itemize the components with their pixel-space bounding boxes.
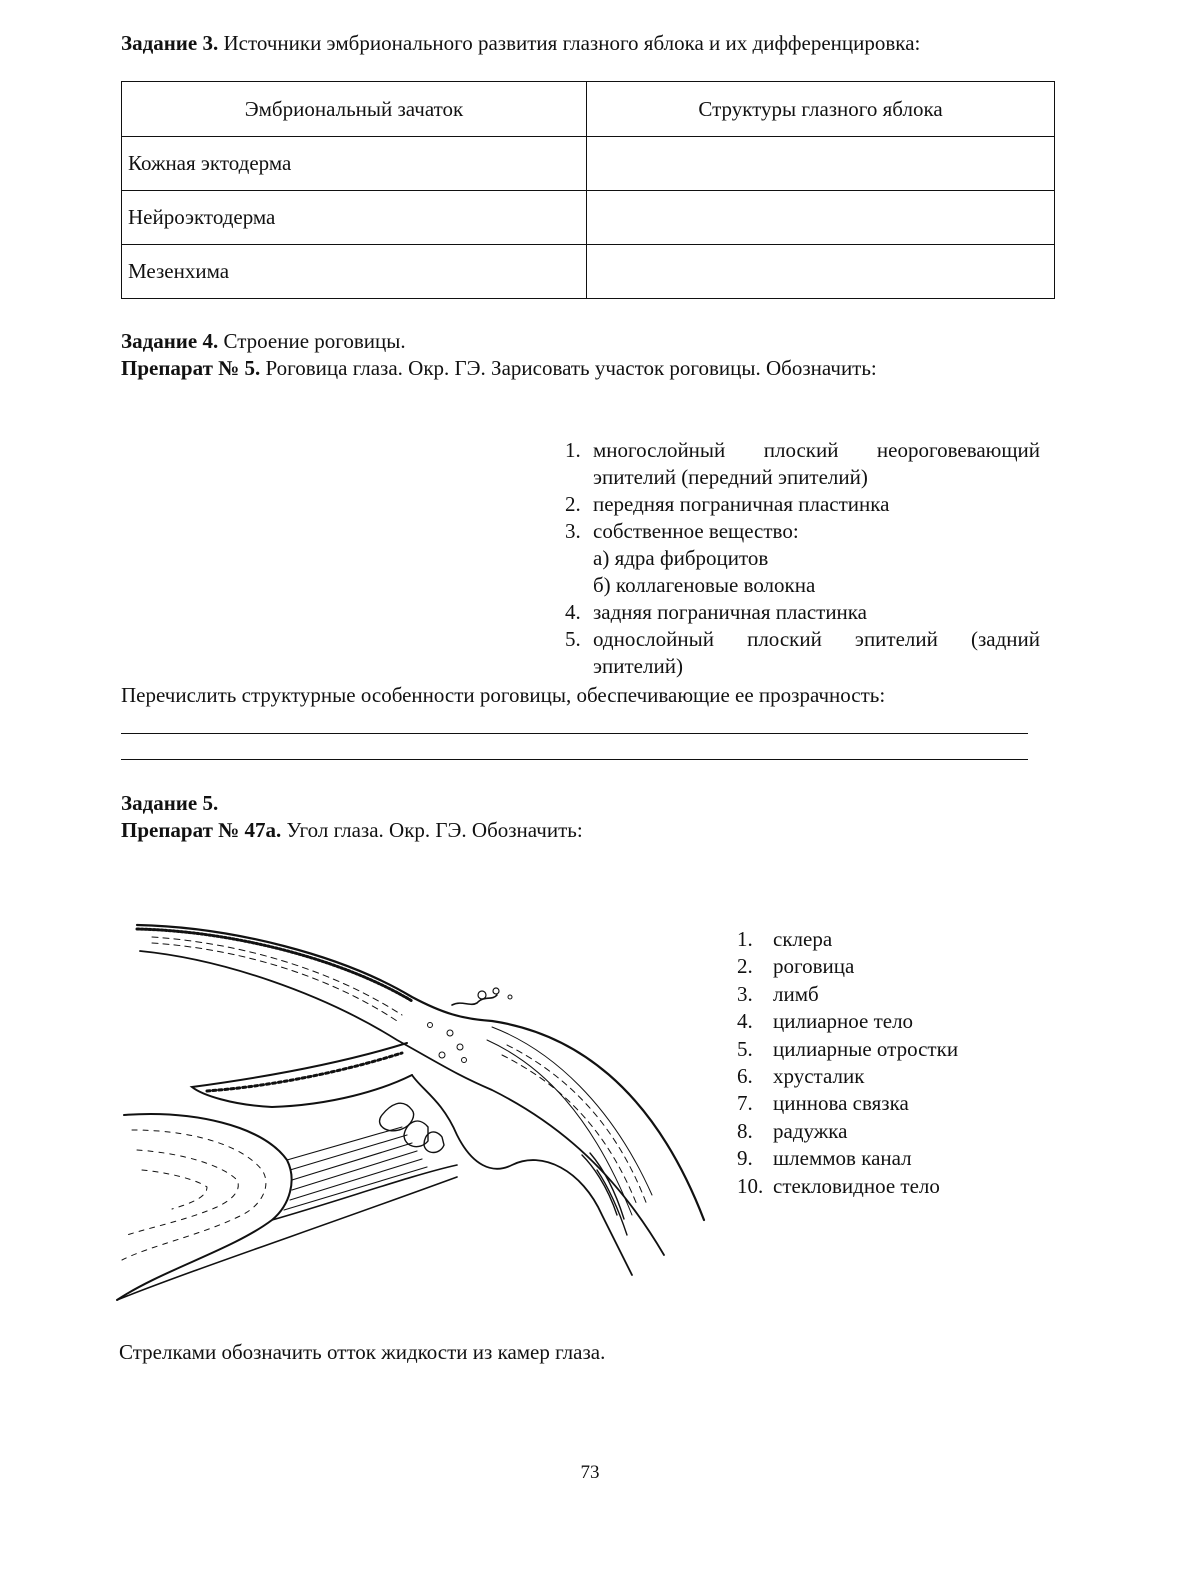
task4-title-bold: Задание 4. <box>121 329 219 353</box>
legend-number: 2. <box>737 954 753 979</box>
task5-prep-bold: Препарат № 47а. <box>121 818 282 842</box>
legend-number: 1. <box>737 927 753 951</box>
legend-number: 4. <box>737 1009 753 1034</box>
legend-number: 2. <box>565 492 581 516</box>
legend-item <box>737 953 997 980</box>
table-cell: Мезенхима <box>122 245 587 299</box>
legend-item <box>737 981 997 1008</box>
eye-angle-drawing <box>112 915 712 1305</box>
legend-item <box>565 518 1045 545</box>
table-row <box>122 191 1055 245</box>
task5-title-bold: Задание 5. <box>121 791 219 815</box>
legend-label: лимб <box>773 981 819 1006</box>
legend-label: эпителий (передний эпителий) <box>593 465 868 489</box>
legend-item <box>565 599 1045 626</box>
legend-label: склера <box>773 927 833 951</box>
legend-item-continuation <box>565 464 1045 491</box>
legend-number: 4. <box>565 600 581 624</box>
legend-label: передняя пограничная пластинка <box>593 492 890 516</box>
legend-label: роговица <box>773 954 855 979</box>
table-row <box>122 137 1055 191</box>
legend-label: задняя пограничная пластинка <box>593 600 868 624</box>
legend-item <box>737 1008 997 1035</box>
legend-label: циннова связка <box>773 1091 909 1116</box>
task3-title-text: Источники эмбрионального развития глазного яблока и их дифференцировка: <box>218 31 921 55</box>
legend-label: многослойный плоский неороговевающий <box>593 438 1040 462</box>
task4-prep-bold: Препарат № 5. <box>121 356 261 380</box>
legend-number: 9. <box>737 1146 753 1171</box>
legend-number: 10. <box>737 1173 764 1198</box>
legend-label: стекловидное тело <box>773 1173 940 1198</box>
legend-subitem <box>565 545 1045 572</box>
legend-item <box>737 926 997 953</box>
task4-title-text: Строение роговицы. <box>218 329 406 353</box>
task4-question: Перечислить структурные особенности роговицы, обеспечивающие ее прозрачность: <box>121 683 886 707</box>
legend-label: хрусталик <box>773 1063 865 1088</box>
legend-label: однослойный плоский эпителий (задний <box>593 627 1040 651</box>
legend-number: 7. <box>737 1091 753 1116</box>
task4-prep <box>121 355 877 382</box>
eye-angle-legend <box>737 926 997 1200</box>
legend-subitem <box>565 572 1045 599</box>
legend-number: 5. <box>565 627 581 651</box>
answer-line[interactable] <box>121 733 1028 734</box>
legend-label: собственное вещество: <box>593 519 799 543</box>
task4-title <box>121 328 406 355</box>
legend-label: цилиарное тело <box>773 1009 914 1034</box>
answer-line[interactable] <box>121 759 1028 760</box>
legend-label: радужка <box>773 1118 848 1143</box>
legend-item <box>737 1063 997 1090</box>
embryonic-sources-table <box>121 81 1055 299</box>
legend-item <box>737 1036 997 1063</box>
task5-prep <box>121 817 583 844</box>
legend-number: 3. <box>737 981 753 1006</box>
legend-label: эпителий) <box>593 654 683 678</box>
legend-item-continuation <box>565 653 1045 680</box>
legend-item <box>565 626 1045 653</box>
table-cell: Кожная эктодерма <box>122 137 587 191</box>
legend-number: 5. <box>737 1036 753 1061</box>
legend-item <box>737 1145 997 1172</box>
legend-item <box>565 437 1045 464</box>
legend-item <box>737 1173 997 1200</box>
table-cell-empty[interactable] <box>587 245 1055 299</box>
page-number: 73 <box>580 1462 600 1483</box>
legend-label: а) ядра фиброцитов <box>593 546 769 570</box>
task3-title <box>121 30 920 57</box>
legend-item <box>565 491 1045 518</box>
legend-number: 1. <box>565 438 581 462</box>
table-header-row <box>122 82 1055 137</box>
legend-item <box>737 1090 997 1117</box>
table-cell: Нейроэктодерма <box>122 191 587 245</box>
legend-number: 8. <box>737 1118 753 1143</box>
task5-prep-text: Угол глаза. Окр. ГЭ. Обозначить: <box>281 818 583 842</box>
table-cell-empty[interactable] <box>587 191 1055 245</box>
legend-label: б) коллагеновые волокна <box>593 573 816 597</box>
task4-prep-text: Роговица глаза. Окр. ГЭ. Зарисовать участок роговицы. Обозначить: <box>260 356 877 380</box>
legend-number: 6. <box>737 1063 753 1088</box>
legend-label: шлеммов канал <box>773 1146 912 1171</box>
table-cell-empty[interactable] <box>587 137 1055 191</box>
footer-note: Стрелками обозначить отток жидкости из камер глаза. <box>119 1340 606 1364</box>
cornea-legend <box>565 437 1045 680</box>
table-header-cell: Структуры глазного яблока <box>587 82 1055 137</box>
legend-number: 3. <box>565 519 581 543</box>
table-header-cell: Эмбриональный зачаток <box>122 82 587 137</box>
legend-item <box>737 1118 997 1145</box>
table-row <box>122 245 1055 299</box>
task5-title <box>121 790 218 817</box>
legend-label: цилиарные отростки <box>773 1036 959 1061</box>
task3-title-bold: Задание 3. <box>121 31 219 55</box>
